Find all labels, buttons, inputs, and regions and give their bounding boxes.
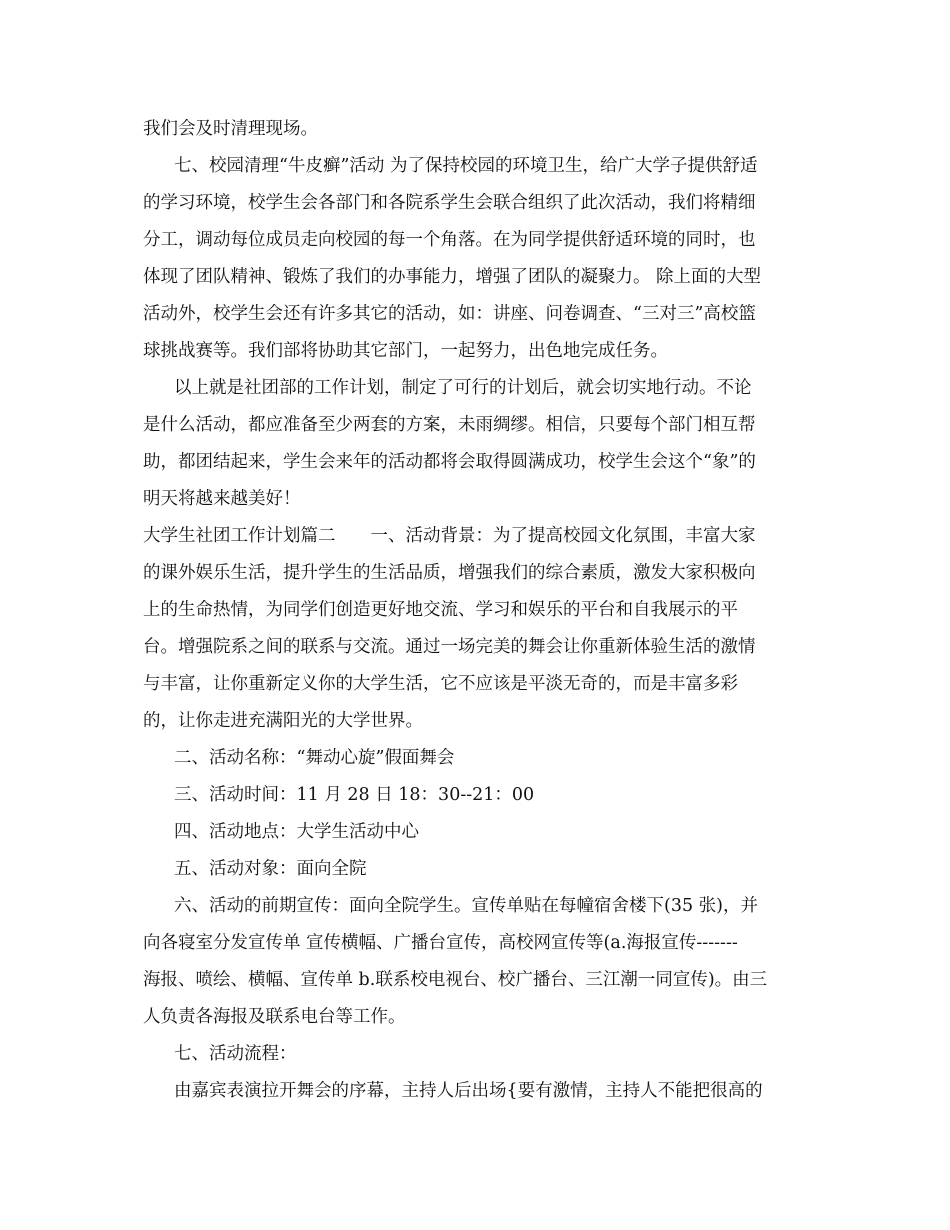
text-line: 七、活动流程：	[174, 1044, 297, 1064]
text-line: 七、校园清理“牛皮癣”活动 为了保持校园的环境卫生，给广大学子提供舒适	[174, 156, 758, 176]
text-line: 活动外，校学生会还有许多其它的活动，如：讲座、问卷调查、“三对三”高校篮	[143, 304, 756, 324]
text-line: 大学生社团工作计划篇二 一、活动背景：为了提高校园文化氛围，丰富大家	[143, 526, 756, 546]
text-line: 五、活动对象：面向全院	[174, 859, 367, 879]
text-line: 由嘉宾表演拉开舞会的序幕，主持人后出场{要有激情，主持人不能把很高的	[174, 1081, 763, 1101]
text-line: 助，都团结起来，学生会来年的活动都将会取得圆满成功，校学生会这个“象”的	[143, 452, 756, 472]
text-line: 二、活动名称：“舞动心旋”假面舞会	[174, 748, 455, 768]
text-line: 体现了团队精神、锻炼了我们的办事能力，增强了团队的凝聚力。 除上面的大型	[143, 267, 762, 287]
text-line: 上的生命热情，为同学们创造更好地交流、学习和娱乐的平台和自我展示的平	[143, 600, 738, 620]
text-line: 四、活动地点：大学生活动中心	[174, 822, 419, 842]
text-line: 人负责各海报及联系电台等工作。	[143, 1007, 406, 1027]
text-line: 分工，调动每位成员走向校园的每一个角落。在为同学提供舒适环境的同时，也	[143, 230, 756, 250]
text-line: 的学习环境，校学生会各部门和各院系学生会联合组织了此次活动，我们将精细	[143, 193, 756, 213]
text-line: 明天将越来越美好！	[143, 489, 301, 509]
text-line: 向各寝室分发宣传单 宣传横幅、广播台宣传，高校网宣传等(a.海报宣传-------	[143, 933, 738, 953]
text-line: 台。增强院系之间的联系与交流。通过一场完美的舞会让你重新体验生活的激情	[143, 637, 756, 657]
text-line: 三、活动时间：11 月 28 日 18：30--21：00	[174, 785, 535, 805]
text-line: 是什么活动，都应准备至少两套的方案，未雨绸缪。相信，只要每个部门相互帮	[143, 415, 756, 435]
text-line: 以上就是社团部的工作计划，制定了可行的计划后，就会切实地行动。不论	[174, 378, 752, 398]
text-line: 海报、喷绘、横幅、宣传单 b.联系校电视台、校广播台、三江潮一同宣传)。由三	[143, 970, 768, 990]
text-line: 与丰富，让你重新定义你的大学生活，它不应该是平淡无奇的，而是丰富多彩	[143, 674, 738, 694]
text-line: 六、活动的前期宣传：面向全院学生。宣传单贴在每幢宿舍楼下(35 张)，并	[174, 896, 758, 916]
text-line: 的，让你走进充满阳光的大学世界。	[143, 711, 423, 731]
text-line: 我们会及时清理现场。	[143, 119, 318, 139]
text-line: 球挑战赛等。我们部将协助其它部门，一起努力，出色地完成任务。	[143, 341, 668, 361]
text-line: 的课外娱乐生活，提升学生的生活品质，增强我们的综合素质，激发大家积极向	[143, 563, 756, 583]
